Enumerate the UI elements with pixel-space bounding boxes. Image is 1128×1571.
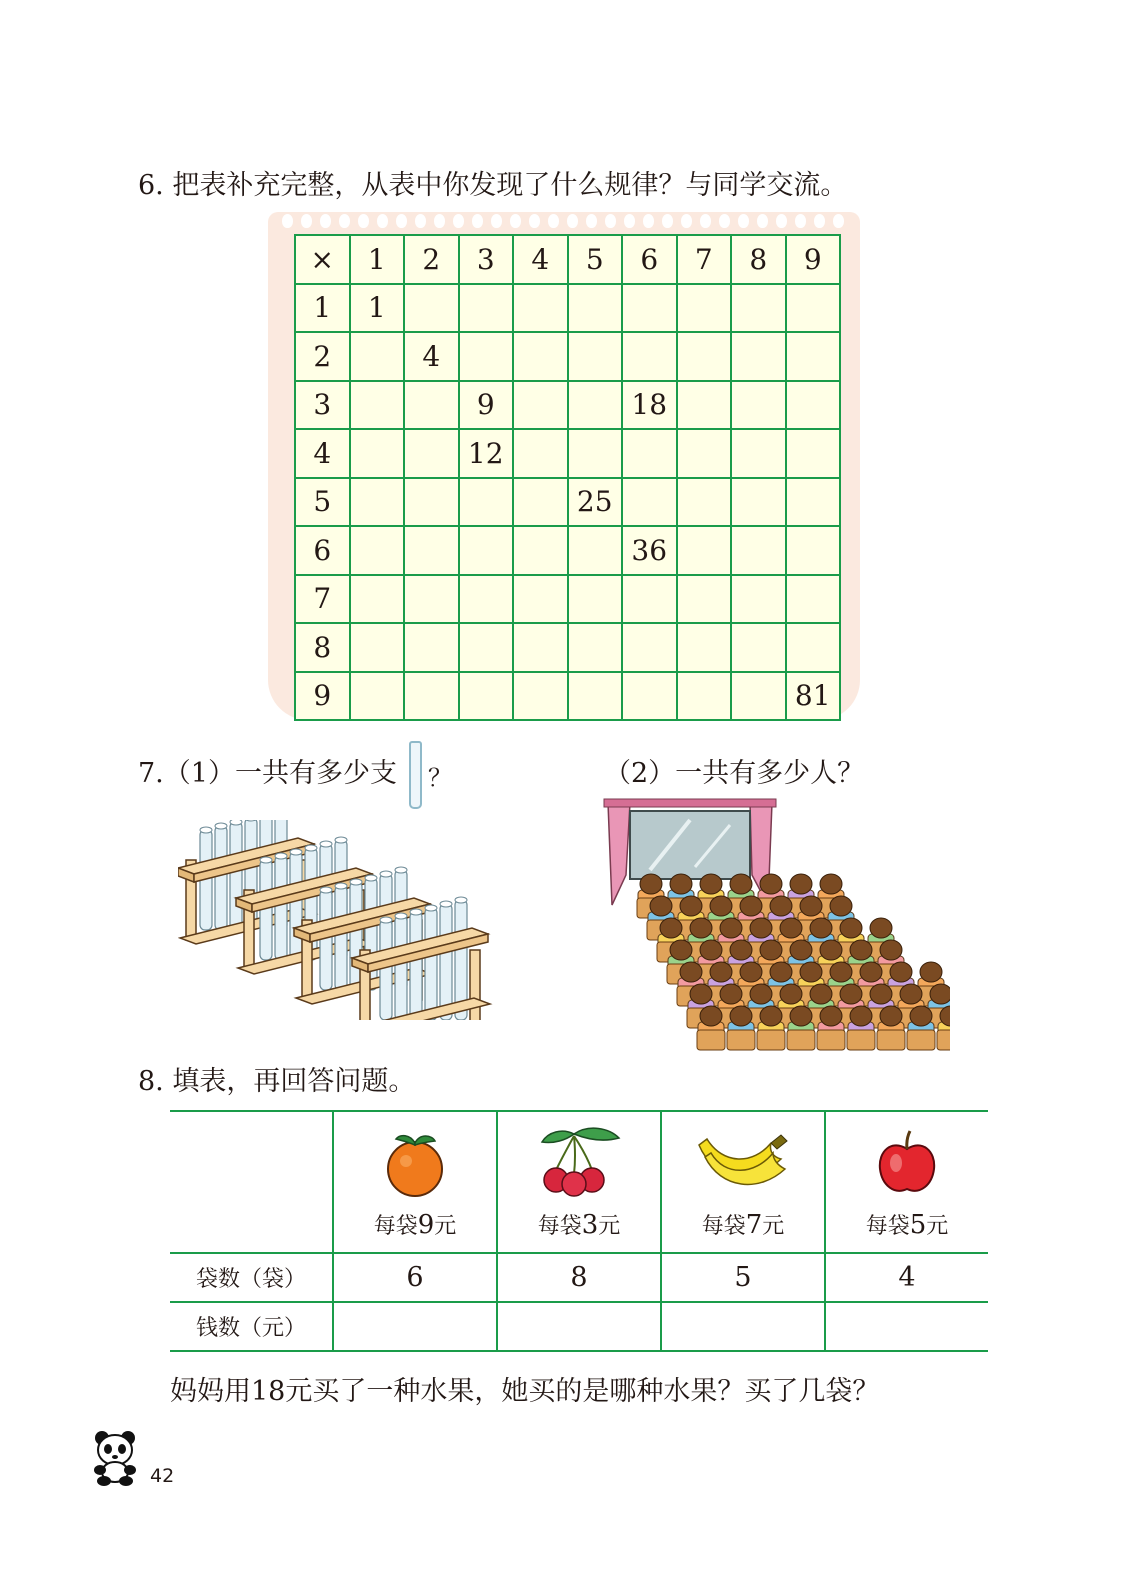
product-cell[interactable] <box>568 575 623 624</box>
notebook-hole <box>491 214 502 228</box>
notebook-hole <box>814 214 825 228</box>
product-cell[interactable] <box>786 575 841 624</box>
product-cell[interactable] <box>622 429 677 478</box>
price-amount: 3 <box>581 1210 599 1240</box>
product-cell[interactable] <box>459 623 514 672</box>
product-cell[interactable] <box>404 623 459 672</box>
header-cell: 1 <box>350 235 405 284</box>
product-cell[interactable] <box>731 478 786 527</box>
header-cell: 4 <box>513 235 568 284</box>
notebook-hole <box>738 214 749 228</box>
product-cell[interactable] <box>786 478 841 527</box>
product-cell[interactable] <box>350 429 405 478</box>
header-cell: 8 <box>731 235 786 284</box>
product-cell[interactable] <box>568 672 623 721</box>
notebook-hole <box>529 214 540 228</box>
product-cell[interactable] <box>404 575 459 624</box>
table-row <box>295 332 840 381</box>
notebook-hole <box>453 214 464 228</box>
product-cell[interactable] <box>786 526 841 575</box>
header-cell: 6 <box>622 235 677 284</box>
product-cell[interactable] <box>677 575 732 624</box>
price-unit: 元 <box>926 1214 949 1239</box>
money-cell[interactable] <box>661 1302 825 1351</box>
notebook-hole <box>339 214 350 228</box>
product-cell[interactable] <box>677 526 732 575</box>
table-header-row <box>295 235 840 284</box>
product-cell[interactable] <box>513 478 568 527</box>
product-cell[interactable] <box>350 478 405 527</box>
table-row <box>295 672 840 721</box>
table-row <box>295 429 840 478</box>
fruit-price-table <box>170 1110 988 1352</box>
product-cell: 18 <box>622 381 677 430</box>
row-header-cell: 5 <box>295 478 350 527</box>
product-cell[interactable] <box>459 575 514 624</box>
banana-cell <box>661 1111 825 1253</box>
header-cell: 9 <box>786 235 841 284</box>
q6-title: 6. 把表补充完整，从表中你发现了什么规律？与同学交流。 <box>138 170 848 201</box>
bag-count-label: 袋数（袋） <box>170 1253 333 1302</box>
product-cell[interactable] <box>731 575 786 624</box>
notebook-hole <box>662 214 673 228</box>
header-cell: 5 <box>568 235 623 284</box>
product-cell[interactable] <box>786 332 841 381</box>
product-cell[interactable] <box>459 672 514 721</box>
product-cell[interactable] <box>350 575 405 624</box>
notebook-hole <box>282 214 293 228</box>
row-header-cell: 7 <box>295 575 350 624</box>
product-cell[interactable] <box>459 284 514 333</box>
header-cell: × <box>295 235 350 284</box>
bag-count-cell: 8 <box>497 1253 661 1302</box>
product-cell[interactable] <box>568 429 623 478</box>
notebook-hole <box>301 214 312 228</box>
price-unit: 元 <box>598 1214 621 1239</box>
notebook-hole <box>605 214 616 228</box>
product-cell[interactable] <box>513 332 568 381</box>
price-prefix: 每袋 <box>865 1214 910 1239</box>
page-number: 42 <box>150 1465 175 1487</box>
row-header-cell: 8 <box>295 623 350 672</box>
product-cell[interactable] <box>350 672 405 721</box>
header-cell: 3 <box>459 235 514 284</box>
product-cell: 4 <box>404 332 459 381</box>
empty-corner-cell <box>170 1111 333 1253</box>
product-cell[interactable] <box>350 526 405 575</box>
product-cell[interactable] <box>622 284 677 333</box>
product-cell[interactable] <box>404 381 459 430</box>
product-cell[interactable] <box>459 478 514 527</box>
product-cell[interactable] <box>786 381 841 430</box>
notebook-hole <box>757 214 768 228</box>
product-cell[interactable] <box>677 672 732 721</box>
notebook-hole <box>510 214 521 228</box>
product-cell[interactable] <box>622 623 677 672</box>
product-cell[interactable] <box>459 332 514 381</box>
notebook-hole <box>700 214 711 228</box>
product-cell[interactable] <box>513 429 568 478</box>
row-header-cell: 6 <box>295 526 350 575</box>
price-unit: 元 <box>434 1214 457 1239</box>
product-cell: 25 <box>568 478 623 527</box>
product-cell: 1 <box>350 284 405 333</box>
table-row <box>295 478 840 527</box>
apple-icon <box>872 1127 942 1199</box>
table-row <box>295 381 840 430</box>
header-cell: 7 <box>677 235 732 284</box>
price-prefix: 每袋 <box>537 1214 582 1239</box>
price-prefix: 每袋 <box>701 1214 746 1239</box>
product-cell[interactable] <box>622 575 677 624</box>
notebook-hole <box>776 214 787 228</box>
product-cell: 36 <box>622 526 677 575</box>
product-cell[interactable] <box>677 429 732 478</box>
q8-title: 8. 填表，再回答问题。 <box>138 1066 416 1097</box>
product-cell[interactable] <box>404 672 459 721</box>
test-tube-racks-illustration <box>178 820 503 1020</box>
product-cell[interactable] <box>513 284 568 333</box>
bag-count-row <box>170 1253 988 1302</box>
notebook-hole <box>396 214 407 228</box>
product-cell[interactable] <box>677 623 732 672</box>
product-cell[interactable] <box>622 332 677 381</box>
product-cell[interactable] <box>513 623 568 672</box>
price-amount: 5 <box>909 1210 927 1240</box>
product-cell[interactable] <box>404 284 459 333</box>
q8-question: 妈妈用18元买了一种水果，她买的是哪种水果？买了几袋？ <box>170 1376 880 1407</box>
product-cell[interactable] <box>677 381 732 430</box>
notebook-hole <box>415 214 426 228</box>
product-cell[interactable] <box>568 332 623 381</box>
notebook-hole <box>320 214 331 228</box>
product-cell[interactable] <box>786 623 841 672</box>
cherry-icon <box>534 1124 624 1199</box>
product-cell[interactable] <box>568 284 623 333</box>
money-cell[interactable] <box>333 1302 497 1351</box>
table-row <box>295 284 840 333</box>
product-cell[interactable] <box>404 478 459 527</box>
product-cell[interactable] <box>677 284 732 333</box>
product-cell[interactable] <box>459 526 514 575</box>
product-cell[interactable] <box>622 672 677 721</box>
notebook-hole <box>472 214 483 228</box>
notebook-hole <box>567 214 578 228</box>
panda-icon <box>90 1428 140 1486</box>
notebook-hole <box>358 214 369 228</box>
row-header-cell: 4 <box>295 429 350 478</box>
product-cell[interactable] <box>731 381 786 430</box>
table-row <box>295 526 840 575</box>
row-header-cell: 1 <box>295 284 350 333</box>
product-cell[interactable] <box>568 381 623 430</box>
row-header-cell: 2 <box>295 332 350 381</box>
q7-part1-question-mark: ？ <box>428 764 452 792</box>
header-cell: 2 <box>404 235 459 284</box>
product-cell[interactable] <box>513 381 568 430</box>
product-cell[interactable] <box>350 623 405 672</box>
q7-part1-title <box>138 756 397 792</box>
row-header-cell: 3 <box>295 381 350 430</box>
notebook-hole <box>434 214 445 228</box>
money-cell[interactable] <box>825 1302 988 1351</box>
price-amount: 9 <box>417 1210 435 1240</box>
price-prefix: 每袋 <box>373 1214 418 1239</box>
orange-icon <box>380 1129 450 1199</box>
notebook-hole <box>719 214 730 228</box>
product-cell[interactable] <box>786 429 841 478</box>
product-cell[interactable] <box>568 623 623 672</box>
notebook-hole <box>795 214 806 228</box>
price-unit: 元 <box>762 1214 785 1239</box>
apple-cell <box>825 1111 988 1253</box>
product-cell[interactable] <box>731 526 786 575</box>
notebook-hole <box>643 214 654 228</box>
product-cell[interactable] <box>513 526 568 575</box>
bag-count-cell: 4 <box>825 1253 988 1302</box>
product-cell: 9 <box>459 381 514 430</box>
product-cell[interactable] <box>731 672 786 721</box>
price-amount: 7 <box>745 1210 763 1240</box>
product-cell[interactable] <box>404 429 459 478</box>
product-cell[interactable] <box>350 381 405 430</box>
banana-icon <box>693 1129 793 1199</box>
multiplication-table <box>294 234 841 721</box>
product-cell[interactable] <box>513 575 568 624</box>
product-cell[interactable] <box>350 332 405 381</box>
cherry-cell <box>497 1111 661 1253</box>
product-cell[interactable] <box>513 672 568 721</box>
notebook-hole <box>377 214 388 228</box>
notebook-hole <box>833 214 844 228</box>
product-cell[interactable] <box>677 478 732 527</box>
product-cell: 81 <box>786 672 841 721</box>
product-cell: 12 <box>459 429 514 478</box>
cinema-audience-illustration <box>600 795 950 1060</box>
money-row <box>170 1302 988 1351</box>
bag-count-cell: 6 <box>333 1253 497 1302</box>
money-label: 钱数（元） <box>170 1302 333 1351</box>
table-row <box>295 575 840 624</box>
notebook-hole <box>548 214 559 228</box>
product-cell[interactable] <box>568 526 623 575</box>
notebook-hole <box>681 214 692 228</box>
bag-count-cell: 5 <box>661 1253 825 1302</box>
product-cell[interactable] <box>622 478 677 527</box>
product-cell[interactable] <box>404 526 459 575</box>
product-cell[interactable] <box>677 332 732 381</box>
product-cell[interactable] <box>786 284 841 333</box>
notebook-hole <box>586 214 597 228</box>
table-row <box>295 623 840 672</box>
row-header-cell: 9 <box>295 672 350 721</box>
q7-part1-text: 7.（1）一共有多少支 <box>138 758 397 789</box>
price-row <box>170 1111 988 1253</box>
orange-cell <box>333 1111 497 1253</box>
product-cell[interactable] <box>731 284 786 333</box>
product-cell[interactable] <box>731 332 786 381</box>
money-cell[interactable] <box>497 1302 661 1351</box>
q7-part2-title: （2）一共有多少人？ <box>604 758 865 789</box>
product-cell[interactable] <box>731 429 786 478</box>
notebook-hole <box>624 214 635 228</box>
test-tube-icon <box>409 741 422 809</box>
product-cell[interactable] <box>731 623 786 672</box>
